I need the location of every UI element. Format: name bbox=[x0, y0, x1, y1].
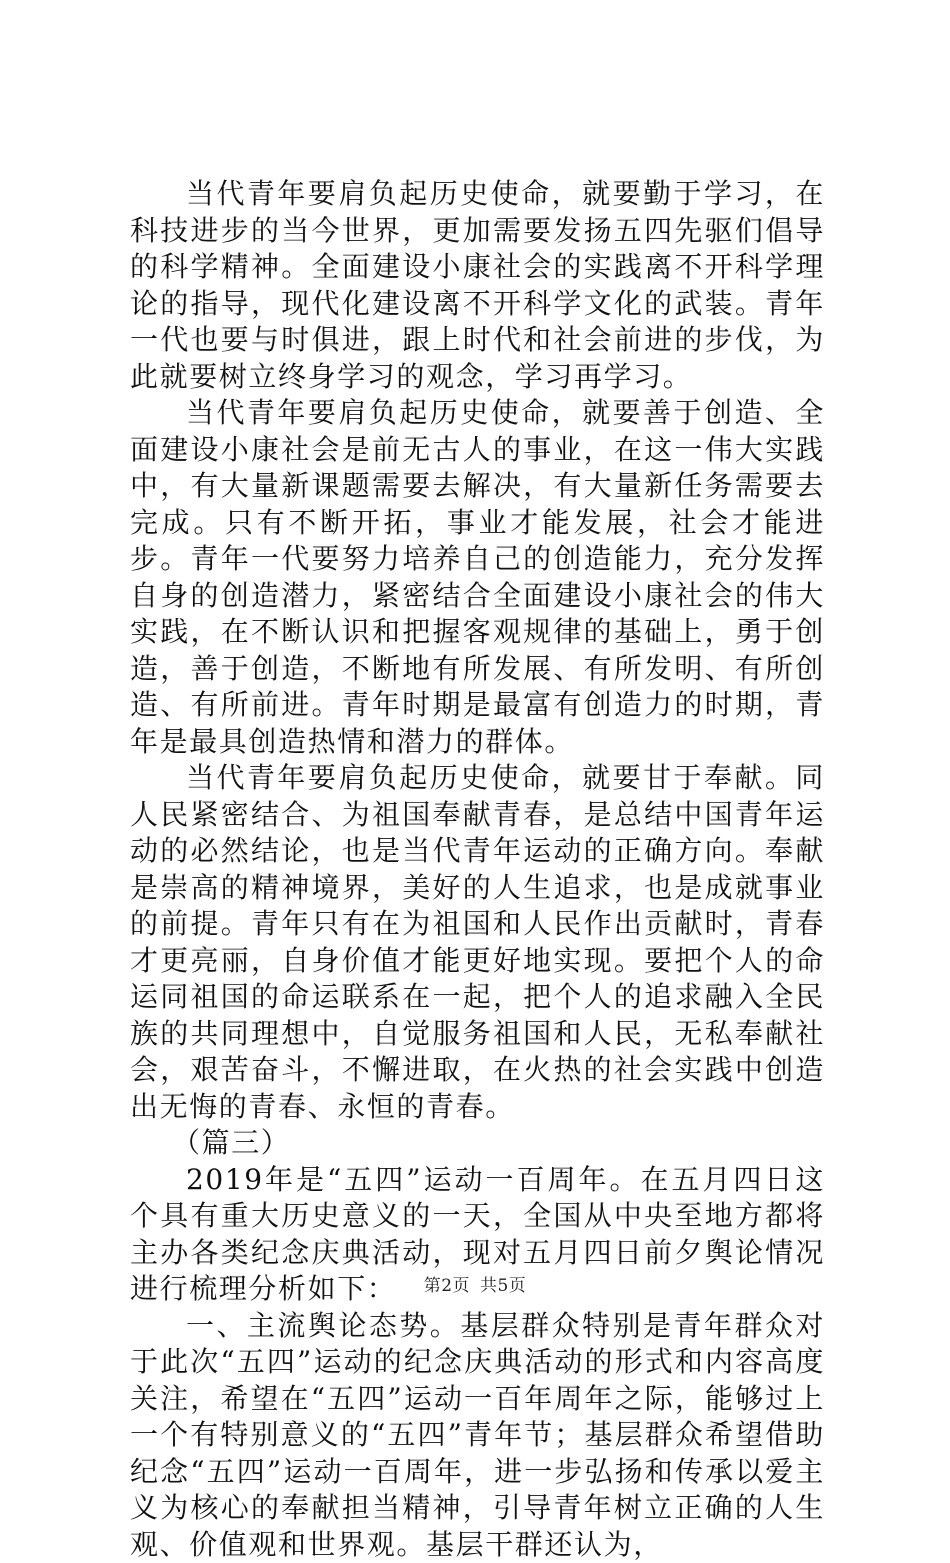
paragraph-study: 当代青年要肩负起历史使命，就要勤于学习，在科技进步的当今世界，更加需要发扬五四先驱们倡导的科学精神。全面建设小康社会的实践离不开科学理论的指导，现代化建设离不开科学文化的武装。青年一代也要与时俱进，跟上时代和社会前进的步伐，为此就要树立终身学习的观念，学习再学习。 bbox=[130, 176, 825, 395]
paragraph-create: 当代青年要肩负起历史使命，就要善于创造、全面建设小康社会是前无古人的事业，在这一伟大实践中，有大量新课题需要去解决，有大量新任务需要去完成。只有不断开拓，事业才能发展，社会才能进步。青年一代要努力培养自己的创造能力，充分发挥自身的创造潜力，紧密结合全面建设小康社会的伟大实践，在不断认识和把握客观规律的基础上，勇于创造，善于创造，不断地有所发展、有所发明、有所创造、有所前进。青年时期是最富有创造力的时期，青年是最具创造热情和潜力的群体。 bbox=[130, 395, 825, 760]
paragraph-anniversary: 2019年是“五四”运动一百周年。在五月四日这个具有重大历史意义的一天，全国从中央至地方都将主办各类纪念庆典活动，现对五月四日前夕舆论情况进行梳理分析如下： bbox=[130, 1162, 825, 1308]
page-number: 第2页 bbox=[424, 1276, 470, 1296]
section-heading: （篇三） bbox=[130, 1125, 825, 1162]
paragraph-dedicate: 当代青年要肩负起历史使命，就要甘于奉献。同人民紧密结合、为祖国奉献青春，是总结中国青年运动的必然结论，也是当代青年运动的正确方向。奉献是崇高的精神境界，美好的人生追求，也是成就事业的前提。青年只有在为祖国和人民作出贡献时，青春才更亮丽，自身价值才能更好地实现。要把个人的命运同祖国的命运联系在一起，把个人的追求融入全民族的共同理想中，自觉服务祖国和人民，无私奉献社会，艰苦奋斗，不懈进取，在火热的社会实践中创造出无悔的青春、永恒的青春。 bbox=[130, 760, 825, 1125]
page-footer bbox=[0, 1271, 950, 1296]
paragraph-opinion: 一、主流舆论态势。基层群众特别是青年群众对于此次“五四”运动的纪念庆典活动的形式和内容高度关注，希望在“五四”运动一百年周年之际，能够过上一个有特别意义的“五四”青年节；基层群众希望借助纪念“五四”运动一百周年，进一步弘扬和传承以爱主义为核心的奉献担当精神，引导青年树立正确的人生观、价值观和世界观。基层干群还认为， bbox=[130, 1308, 825, 1563]
page-total: 共5页 bbox=[480, 1276, 526, 1296]
document-body bbox=[130, 176, 825, 1563]
